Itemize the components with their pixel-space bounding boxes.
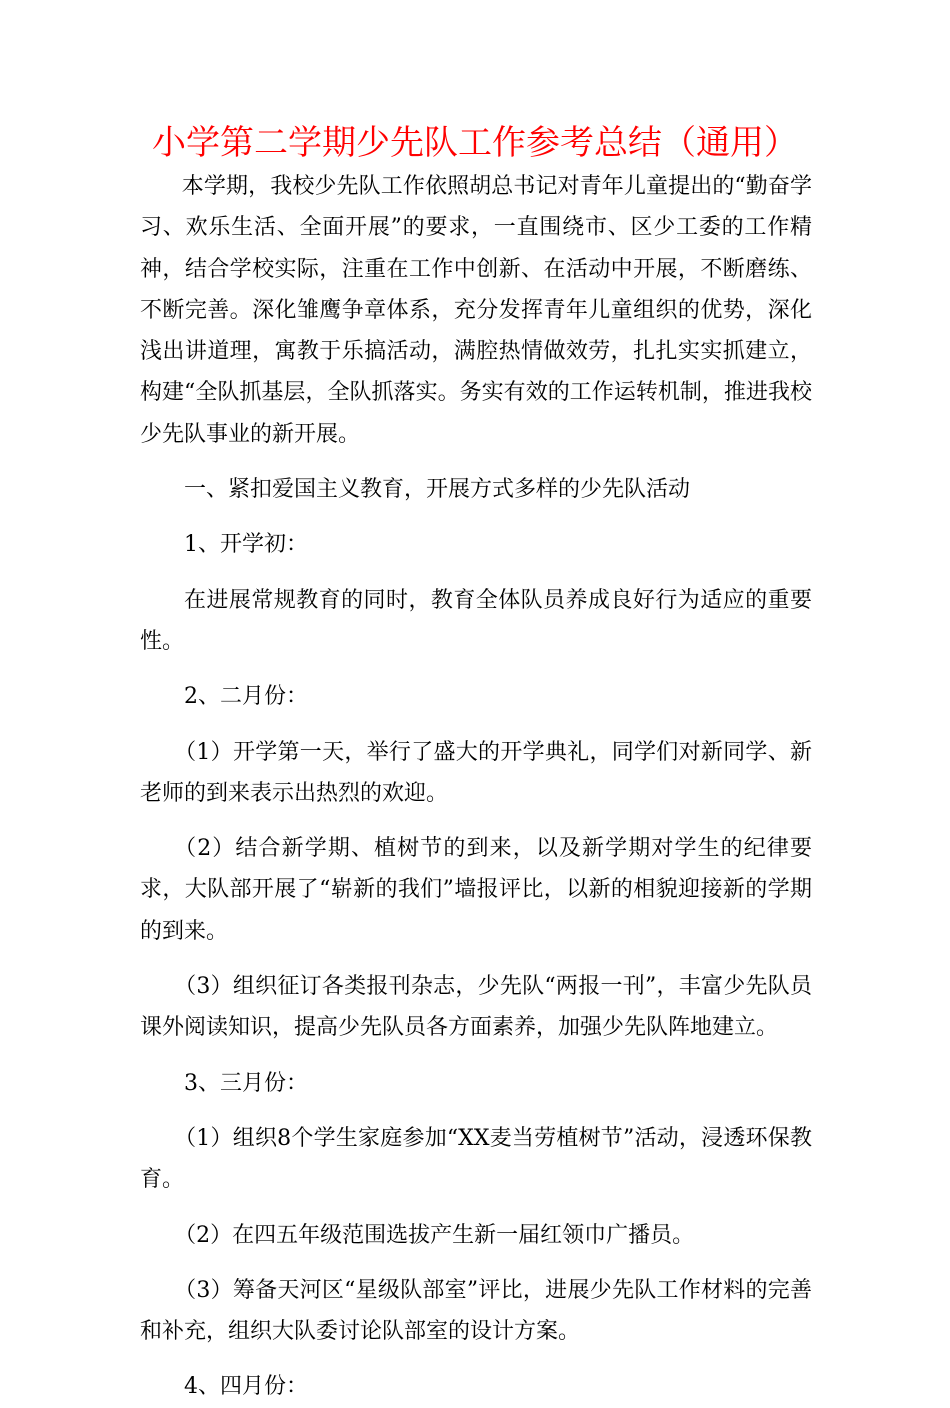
section-heading-1: 一、紧扣爱国主义教育，开展方式多样的少先队活动: [184, 477, 691, 503]
march-item-3: （3）筹备天河区“星级队部室”评比，进展少先队工作材料的完善和补充，组织大队委讨论队部室的设计方案。: [140, 1277, 812, 1345]
intro-paragraph: 本学期，我校少先队工作依照胡总书记对青年儿童提出的“勤奋学习、欢乐生活、全面开展”的要求，一直围绕市、区少工委的工作精神，结合学校实际，注重在工作中创新、在活动中开展，不断磨练、不断完善。深化雏鹰争章体系，充分发挥青年儿童组织的优势，深化浅出讲道理，寓教于乐搞活动，满腔热情做效劳，扎扎实实抓建立，构建“全队抓基层，全队抓落实。务实有效的工作运转机制，推进我校少先队事业的新开展。: [140, 174, 812, 447]
february-item-3: （3）组织征订各类报刊杂志，少先队“两报一刊”，丰富少先队员课外阅读知识，提高少先队员各方面素养，加强少先队阵地建立。: [140, 974, 812, 1041]
subheading-february: 2、二月份：: [184, 684, 308, 710]
subheading-april: 4、四月份：: [184, 1374, 308, 1400]
document-title: 小学第二学期少先队工作参考总结（通用）: [152, 123, 798, 163]
paragraph-start-of-term: 在进展常规教育的同时，教育全体队员养成良好行为适应的重要性。: [140, 587, 812, 654]
february-item-1: （1）开学第一天，举行了盛大的开学典礼，同学们对新同学、新老师的到来表示出热烈的欢迎。: [140, 739, 812, 806]
february-item-2: （2）结合新学期、植树节的到来，以及新学期对学生的纪律要求，大队部开展了“崭新的我们”墙报评比，以新的相貌迎接新的学期的到来。: [140, 836, 812, 944]
march-item-2: （2）在四五年级范围选拔产生新一届红领巾广播员。: [174, 1222, 695, 1248]
march-item-1: （1）组织8个学生家庭参加“XX麦当劳植树节”活动，浸透环保教育。: [140, 1125, 812, 1193]
subheading-start-of-term: 1、开学初：: [184, 532, 308, 558]
subheading-march: 3、三月份：: [184, 1070, 308, 1096]
document-body: [140, 166, 812, 1408]
